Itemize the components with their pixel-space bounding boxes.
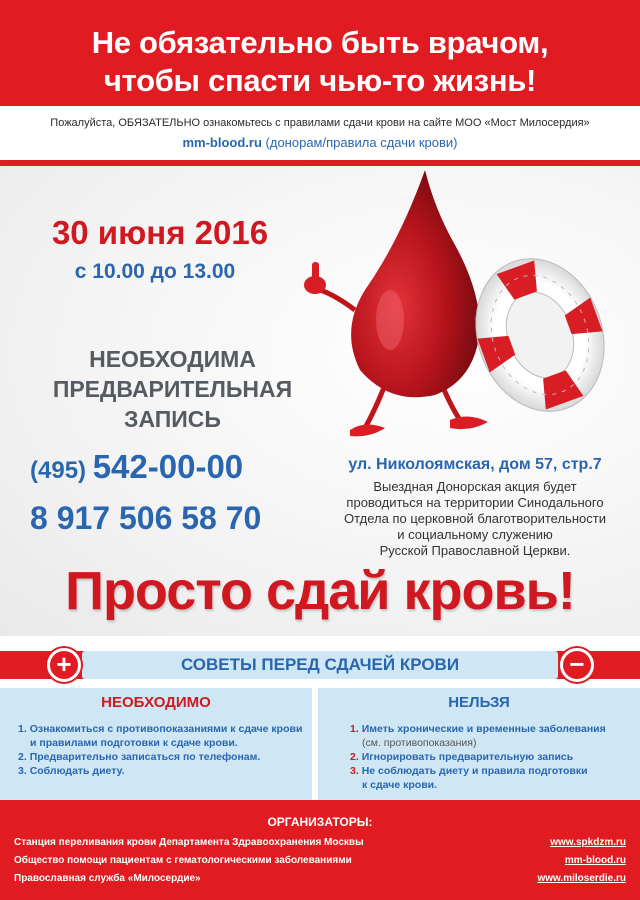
- slogan: Просто сдай кровь!: [65, 561, 575, 621]
- avoid-heading: НЕЛЬЗЯ: [448, 694, 510, 711]
- need-item-3-text: Соблюдать диету.: [29, 765, 125, 777]
- phone-1-number: 542-00-00: [92, 448, 244, 485]
- desc-line-5: Русской Православной Церкви.: [379, 543, 571, 558]
- avoid-item-1-text: Иметь хронические и временные заболевания: [361, 723, 606, 735]
- need-item-1-number: 1.: [18, 723, 27, 735]
- rules-site-path: (донорам/правила сдачи крови): [261, 135, 458, 150]
- need-item-1-text: Ознакомиться с противопоказаниями к сдаче крови: [29, 723, 303, 735]
- prereg-line-1: НЕОБХОДИМА: [89, 346, 256, 372]
- need-item-3-number: 3.: [18, 765, 27, 777]
- avoid-item-2-number: 2.: [350, 751, 359, 763]
- organizer-link-1: [537, 834, 626, 852]
- organizers-heading: ОРГАНИЗАТОРЫ:: [267, 815, 373, 829]
- avoid-item-1: [350, 722, 635, 750]
- organizer-1: Станция переливания крови Департамента Здравоохранения Москвы: [14, 837, 364, 848]
- plus-icon: +: [47, 648, 81, 682]
- desc-line-4: и социальному служению: [397, 527, 553, 542]
- organizer-link-2: [537, 852, 626, 870]
- avoid-list: [350, 722, 635, 792]
- need-item-1: [18, 722, 308, 750]
- organizer-2: Общество помощи пациентам с гематологическими заболеваниями: [14, 855, 352, 866]
- headline-line-2: чтобы спасти чью-то жизнь!: [103, 63, 537, 98]
- avoid-item-3-text: Не соблюдать диету и правила подготовки: [361, 765, 588, 777]
- avoid-item-1-number: 1.: [350, 723, 359, 735]
- need-item-2-text: Предварительно записаться по телефонам.: [29, 751, 261, 763]
- avoid-item-3-number: 3.: [350, 765, 359, 777]
- advice-avoid-panel: [318, 688, 640, 800]
- event-address: ул. Николоямская, дом 57, стр.7: [348, 456, 602, 473]
- event-date: 30 июня 2016: [51, 214, 269, 251]
- desc-line-3: Отдела по церковной благотворительности: [344, 511, 606, 526]
- avoid-item-1-note: (см. противопоказания): [362, 737, 477, 749]
- organizer-3: Православная служба «Милосердие»: [14, 873, 201, 884]
- organizers-footer: [0, 800, 640, 900]
- organizer-link-3: [537, 870, 626, 888]
- need-item-1-text-cont: и правилами подготовки к сдаче крови.: [30, 737, 238, 749]
- desc-line-1: Выездная Донорская акция будет: [373, 479, 577, 494]
- need-list: [18, 722, 308, 778]
- rules-notice: Пожалуйста, ОБЯЗАТЕЛЬНО ознакомьтесь с правилами сдачи крови на сайте МОО «Мост Милосердия»: [50, 117, 590, 129]
- phone-number-1[interactable]: [30, 448, 243, 486]
- event-time: с 10.00 до 13.00: [74, 260, 236, 283]
- avoid-item-2: [350, 750, 635, 764]
- headline: [0, 24, 640, 100]
- headline-line-1: Не обязательно быть врачом,: [91, 25, 549, 60]
- need-item-2-number: 2.: [18, 751, 27, 763]
- organizers-links: [537, 834, 626, 888]
- prereg-line-2: ПРЕДВАРИТЕЛЬНАЯ: [52, 376, 293, 402]
- preregistration-notice: [0, 344, 345, 434]
- link-mm-blood[interactable]: mm-blood.ru: [564, 855, 626, 866]
- link-miloserdie[interactable]: www.miloserdie.ru: [537, 873, 626, 884]
- need-item-2: [18, 750, 308, 764]
- link-spkdzm[interactable]: www.spkdzm.ru: [550, 837, 626, 848]
- avoid-item-3: [350, 764, 635, 792]
- need-heading: НЕОБХОДИМО: [101, 694, 211, 711]
- advice-need-panel: [0, 688, 312, 800]
- minus-icon: −: [560, 648, 594, 682]
- advice-title: СОВЕТЫ ПЕРЕД СДАЧЕЙ КРОВИ: [82, 651, 558, 679]
- prereg-line-3: ЗАПИСЬ: [124, 406, 221, 432]
- desc-line-2: проводиться на территории Синодального: [346, 495, 604, 510]
- need-item-3: [18, 764, 308, 778]
- avoid-item-2-text: Игнорировать предварительную запись: [361, 751, 574, 763]
- rules-site-link[interactable]: mm-blood.ru: [182, 135, 262, 150]
- avoid-item-3-text-cont: к сдаче крови.: [362, 779, 438, 791]
- event-description: [320, 479, 630, 559]
- phone-1-code: (495): [30, 457, 93, 484]
- life-buoy-icon: [455, 240, 625, 429]
- phone-number-2[interactable]: 8 917 506 58 70: [30, 500, 262, 536]
- organizers-list: [14, 834, 364, 888]
- rules-site-line: [0, 135, 640, 150]
